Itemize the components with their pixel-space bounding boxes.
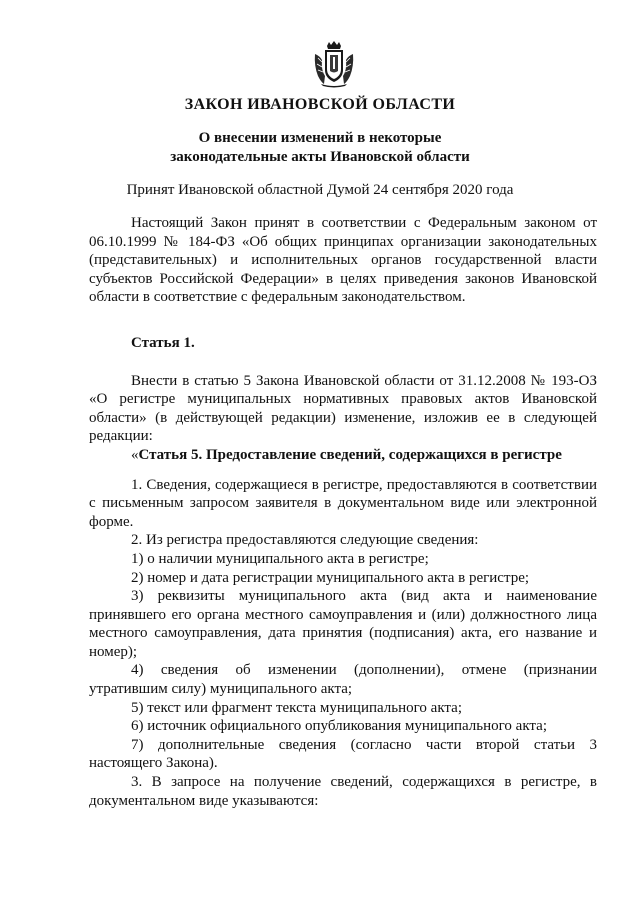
article-5-heading-line xyxy=(89,446,597,465)
clause-2-item-7: 7) дополнительные сведения (согласно части второй статьи 3 настоящего Закона). xyxy=(89,736,597,772)
article-1-text: Внести в статью 5 Закона Ивановской области от 31.12.2008 № 193-ОЗ «О регистре муниципальных нормативных правовых актов Ивановской области» (в действующей редакции) изменение, изложив ее в следующей редакции: xyxy=(89,372,597,445)
clause-2: 2. Из регистра предоставляются следующие сведения: xyxy=(131,532,479,549)
clause-2-item-5: 5) текст или фрагмент текста муниципального акта; xyxy=(131,699,462,716)
quote-mark: « xyxy=(131,446,139,463)
clause-2-item-2: 2) номер и дата регистрации муниципального акта в регистре; xyxy=(131,569,530,586)
law-subtitle xyxy=(0,129,640,167)
article-1-heading: Статья 1. xyxy=(131,334,195,351)
clause-1: 1. Сведения, содержащиеся в регистре, предоставляются в соответствии с письменным запросом заявителя в документальном виде или электронной форме. xyxy=(89,476,597,530)
clause-3: 3. В запросе на получение сведений, содержащихся в регистре, в документальном виде указываются: xyxy=(89,774,597,809)
adoption-line: Принят Ивановской областной Думой 24 сентября 2020 года xyxy=(126,182,514,198)
subtitle-line-1: О внесении изменений в некоторые xyxy=(198,130,442,146)
clause-2-item-3: 3) реквизиты муниципального акта (вид акта и наименование принявшего его органа местного самоуправления и (или) должностного лица местного самоуправления, дата принятия (подписания) акта, его название и номер); xyxy=(89,588,597,660)
subtitle-line-2: законодательные акты Ивановской области xyxy=(170,149,470,165)
clause-2-item-6: 6) источник официального опубликования муниципального акта; xyxy=(131,718,547,735)
clause-2-item-4: 4) сведения об изменении (дополнении), отмене (признании утратившим силу) муниципального акта; xyxy=(89,662,597,698)
preamble-paragraph: Настоящий Закон принят в соответствии с Федеральным законом от 06.10.1999 № 184-ФЗ «Об общих принципах организации законодательных (представительных) и исполнительных органов государственной власти субъектов Российской Федерации» в целях приведения законов Ивановской области в соответствие с федеральным законодательством. xyxy=(89,215,597,306)
law-body xyxy=(89,214,597,810)
coat-of-arms-icon xyxy=(312,40,356,88)
clause-2-item-1: 1) о наличии муниципального акта в регистре; xyxy=(131,550,429,567)
law-title: ЗАКОН ИВАНОВСКОЙ ОБЛАСТИ xyxy=(184,96,456,113)
article-5-heading: Статья 5. Предоставление сведений, содержащихся в регистре xyxy=(138,446,562,463)
